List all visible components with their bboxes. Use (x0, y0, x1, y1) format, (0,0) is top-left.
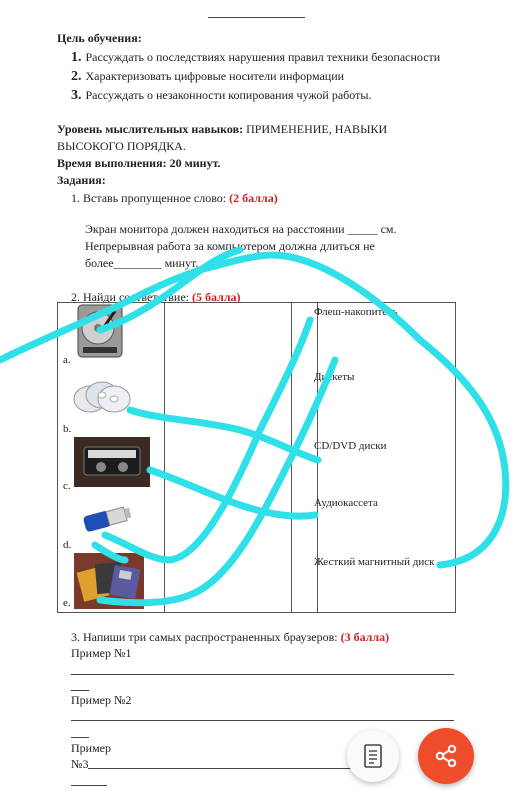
example-1-label: Пример №1 (71, 646, 132, 660)
skills-value-1: ПРИМЕНЕНИЕ, НАВЫКИ (246, 122, 388, 136)
task1-title: 1. Вставь пропущенное слово: (2 балла) (71, 191, 278, 205)
goal-heading: Цель обучения: (57, 31, 142, 45)
example-3-label: Пример (71, 741, 112, 755)
share-fab-button[interactable] (418, 728, 474, 784)
answer-5: Жесткий магнитный диск (314, 556, 435, 568)
task1-line-2: Непрерывная работа за компьютером должна длиться не (85, 239, 375, 253)
hard-disk-image (75, 303, 127, 359)
example-2-line (71, 720, 454, 721)
answer-2: Дискеты (314, 371, 355, 383)
skills-line-2: ВЫСОКОГО ПОРЯДКА. (57, 139, 186, 153)
letter-a: a. (63, 354, 71, 366)
example-1-line (71, 674, 454, 675)
example-3-line (88, 768, 388, 769)
task2-title: 2. Найди соответствие: (5 балла) (71, 290, 241, 304)
letter-d: d. (63, 539, 72, 551)
skills-line-1 (57, 120, 387, 138)
task1-points: (2 балла) (229, 191, 278, 205)
goal-item-1: 1. Рассуждать о последствиях нарушения правил техники безопасности (71, 50, 441, 65)
letter-b: b. (63, 423, 72, 435)
document-icon (363, 744, 383, 768)
letter-e: e. (63, 597, 71, 609)
example-2-line-short (71, 737, 89, 738)
answer-1: Флеш-накопитель (314, 306, 398, 318)
skills-label: Уровень мыслительных навыков: (57, 122, 244, 136)
answer-4: Аудиокассета (314, 497, 378, 509)
example-2-label: Пример №2 (71, 693, 132, 707)
example-3-line-short (71, 785, 107, 786)
blank-column (164, 303, 292, 613)
letter-c: c. (63, 480, 71, 492)
goal-item-2: 2. Характеризовать цифровые носители информации (71, 69, 345, 84)
usb-flash-image (80, 499, 132, 539)
task1-line-1: Экран монитора должен находиться на расстоянии _____ см. (85, 222, 397, 236)
cd-discs-image (72, 377, 132, 417)
time-limit: Время выполнения: 20 минут. (57, 156, 221, 170)
example-3-number: №3 (71, 757, 89, 771)
task1-line-3: более________ минут. (85, 256, 199, 270)
audio-cassette-image (74, 437, 150, 487)
answer-3: CD/DVD диски (314, 440, 387, 452)
task3-points: (3 балла) (340, 630, 390, 644)
document-fab-button[interactable] (347, 730, 399, 782)
share-icon (433, 743, 459, 769)
tasks-heading: Задания: (57, 173, 106, 187)
top-rule (208, 17, 305, 18)
floppy-disks-image (74, 553, 144, 609)
goal-item-3: 3. Рассуждать о незаконности копирования чужой работы. (71, 88, 372, 103)
task3-title: 3. Напиши три самых распространенных браузеров: (3 балла) (71, 630, 390, 644)
task2-points: (5 балла) (191, 290, 241, 304)
